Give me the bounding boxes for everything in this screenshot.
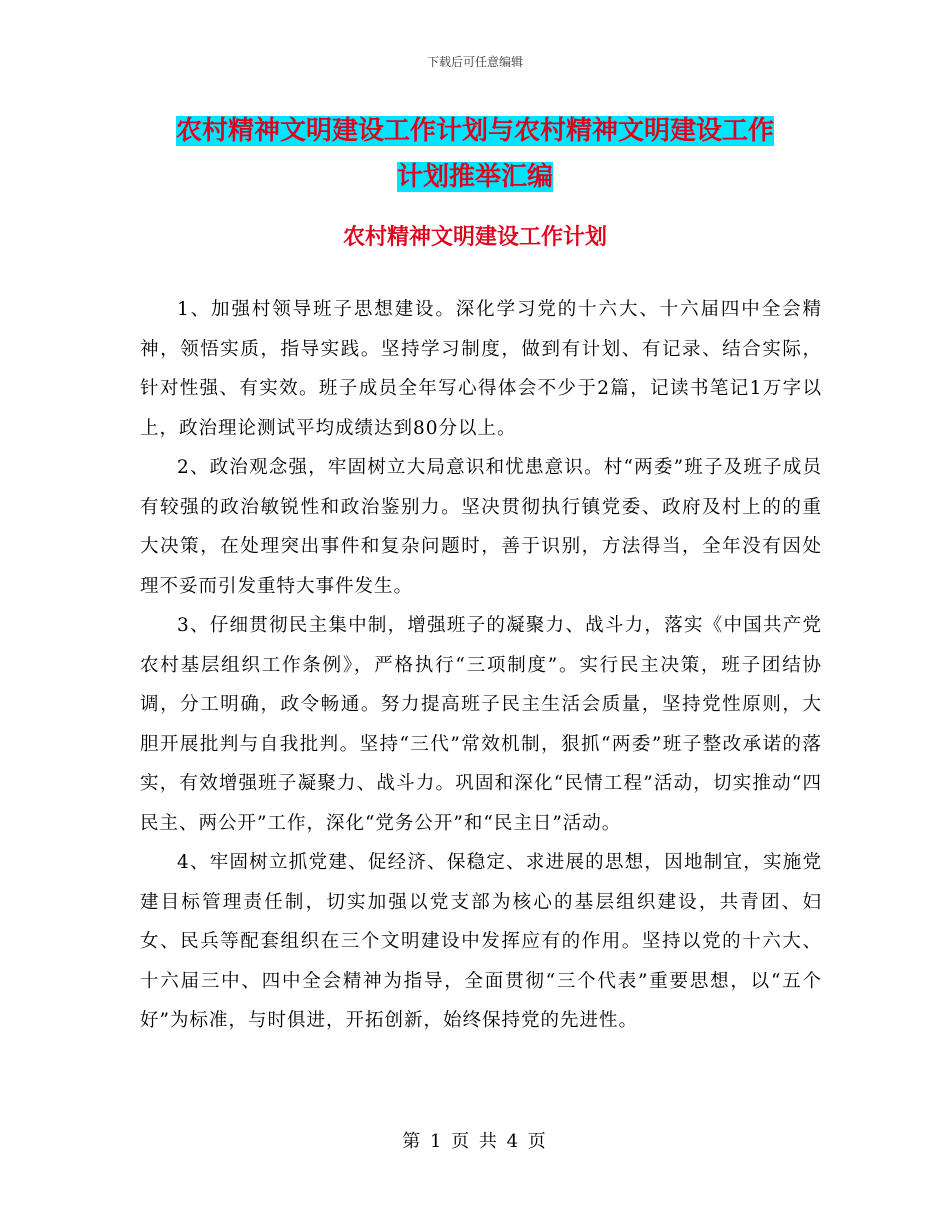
document-title-line1: 农村精神文明建设工作计划与农村精神文明建设工作 (175, 116, 774, 146)
section-title: 农村精神文明建设工作计划 (342, 225, 607, 250)
page-number: 第 1 页 共 4 页 (402, 1131, 548, 1152)
document-title-line2: 计划推举汇编 (396, 162, 553, 192)
header-note: 下载后可任意编辑 (426, 55, 523, 69)
document-title (0, 108, 950, 200)
paragraph-1: 1、加强村领导班子思想建设。深化学习党的十六大、十六届四中全会精神，领悟实质，指导实践。坚持学习制度，做到有计划、有记录、结合实际，针对性强、有实效。班子成员全年写心得体会不少于2篇，记读书笔记1万字以上，政治理论测试平均成绩达到80分以上。 (140, 299, 822, 439)
document-body (140, 290, 822, 1041)
paragraph-2: 2、政治观念强，牢固树立大局意识和忧患意识。村“两委”班子及班子成员有较强的政治敏锐性和政治鉴别力。坚决贯彻执行镇党委、政府及村上的的重大决策，在处理突出事件和复杂问题时，善于识别，方法得当，全年没有因处理不妥而引发重特大事件发生。 (140, 457, 822, 597)
paragraph-3: 3、仔细贯彻民主集中制，增强班子的凝聚力、战斗力，落实《中国共产党农村基层组织工作条例》，严格执行“三项制度”。实行民主决策，班子团结协调，分工明确，政令畅通。努力提高班子民主生活会质量，坚持党性原则，大胆开展批判与自我批判。坚持“三代”常效机制，狠抓“两委”班子整改承诺的落实，有效增强班子凝聚力、战斗力。巩固和深化“民情工程”活动，切实推动“四民主、两公开”工作，深化“党务公开”和“民主日”活动。 (140, 615, 822, 834)
paragraph-4: 4、牢固树立抓党建、促经济、保稳定、求进展的思想，因地制宜，实施党建目标管理责任制，切实加强以党支部为核心的基层组织建设，共青团、妇女、民兵等配套组织在三个文明建设中发挥应有的作用。坚持以党的十六大、十六届三中、四中全会精神为指导，全面贯彻“三个代表”重要思想，以“五个好”为标准，与时俱进，开拓创新，始终保持党的先进性。 (140, 852, 822, 1031)
